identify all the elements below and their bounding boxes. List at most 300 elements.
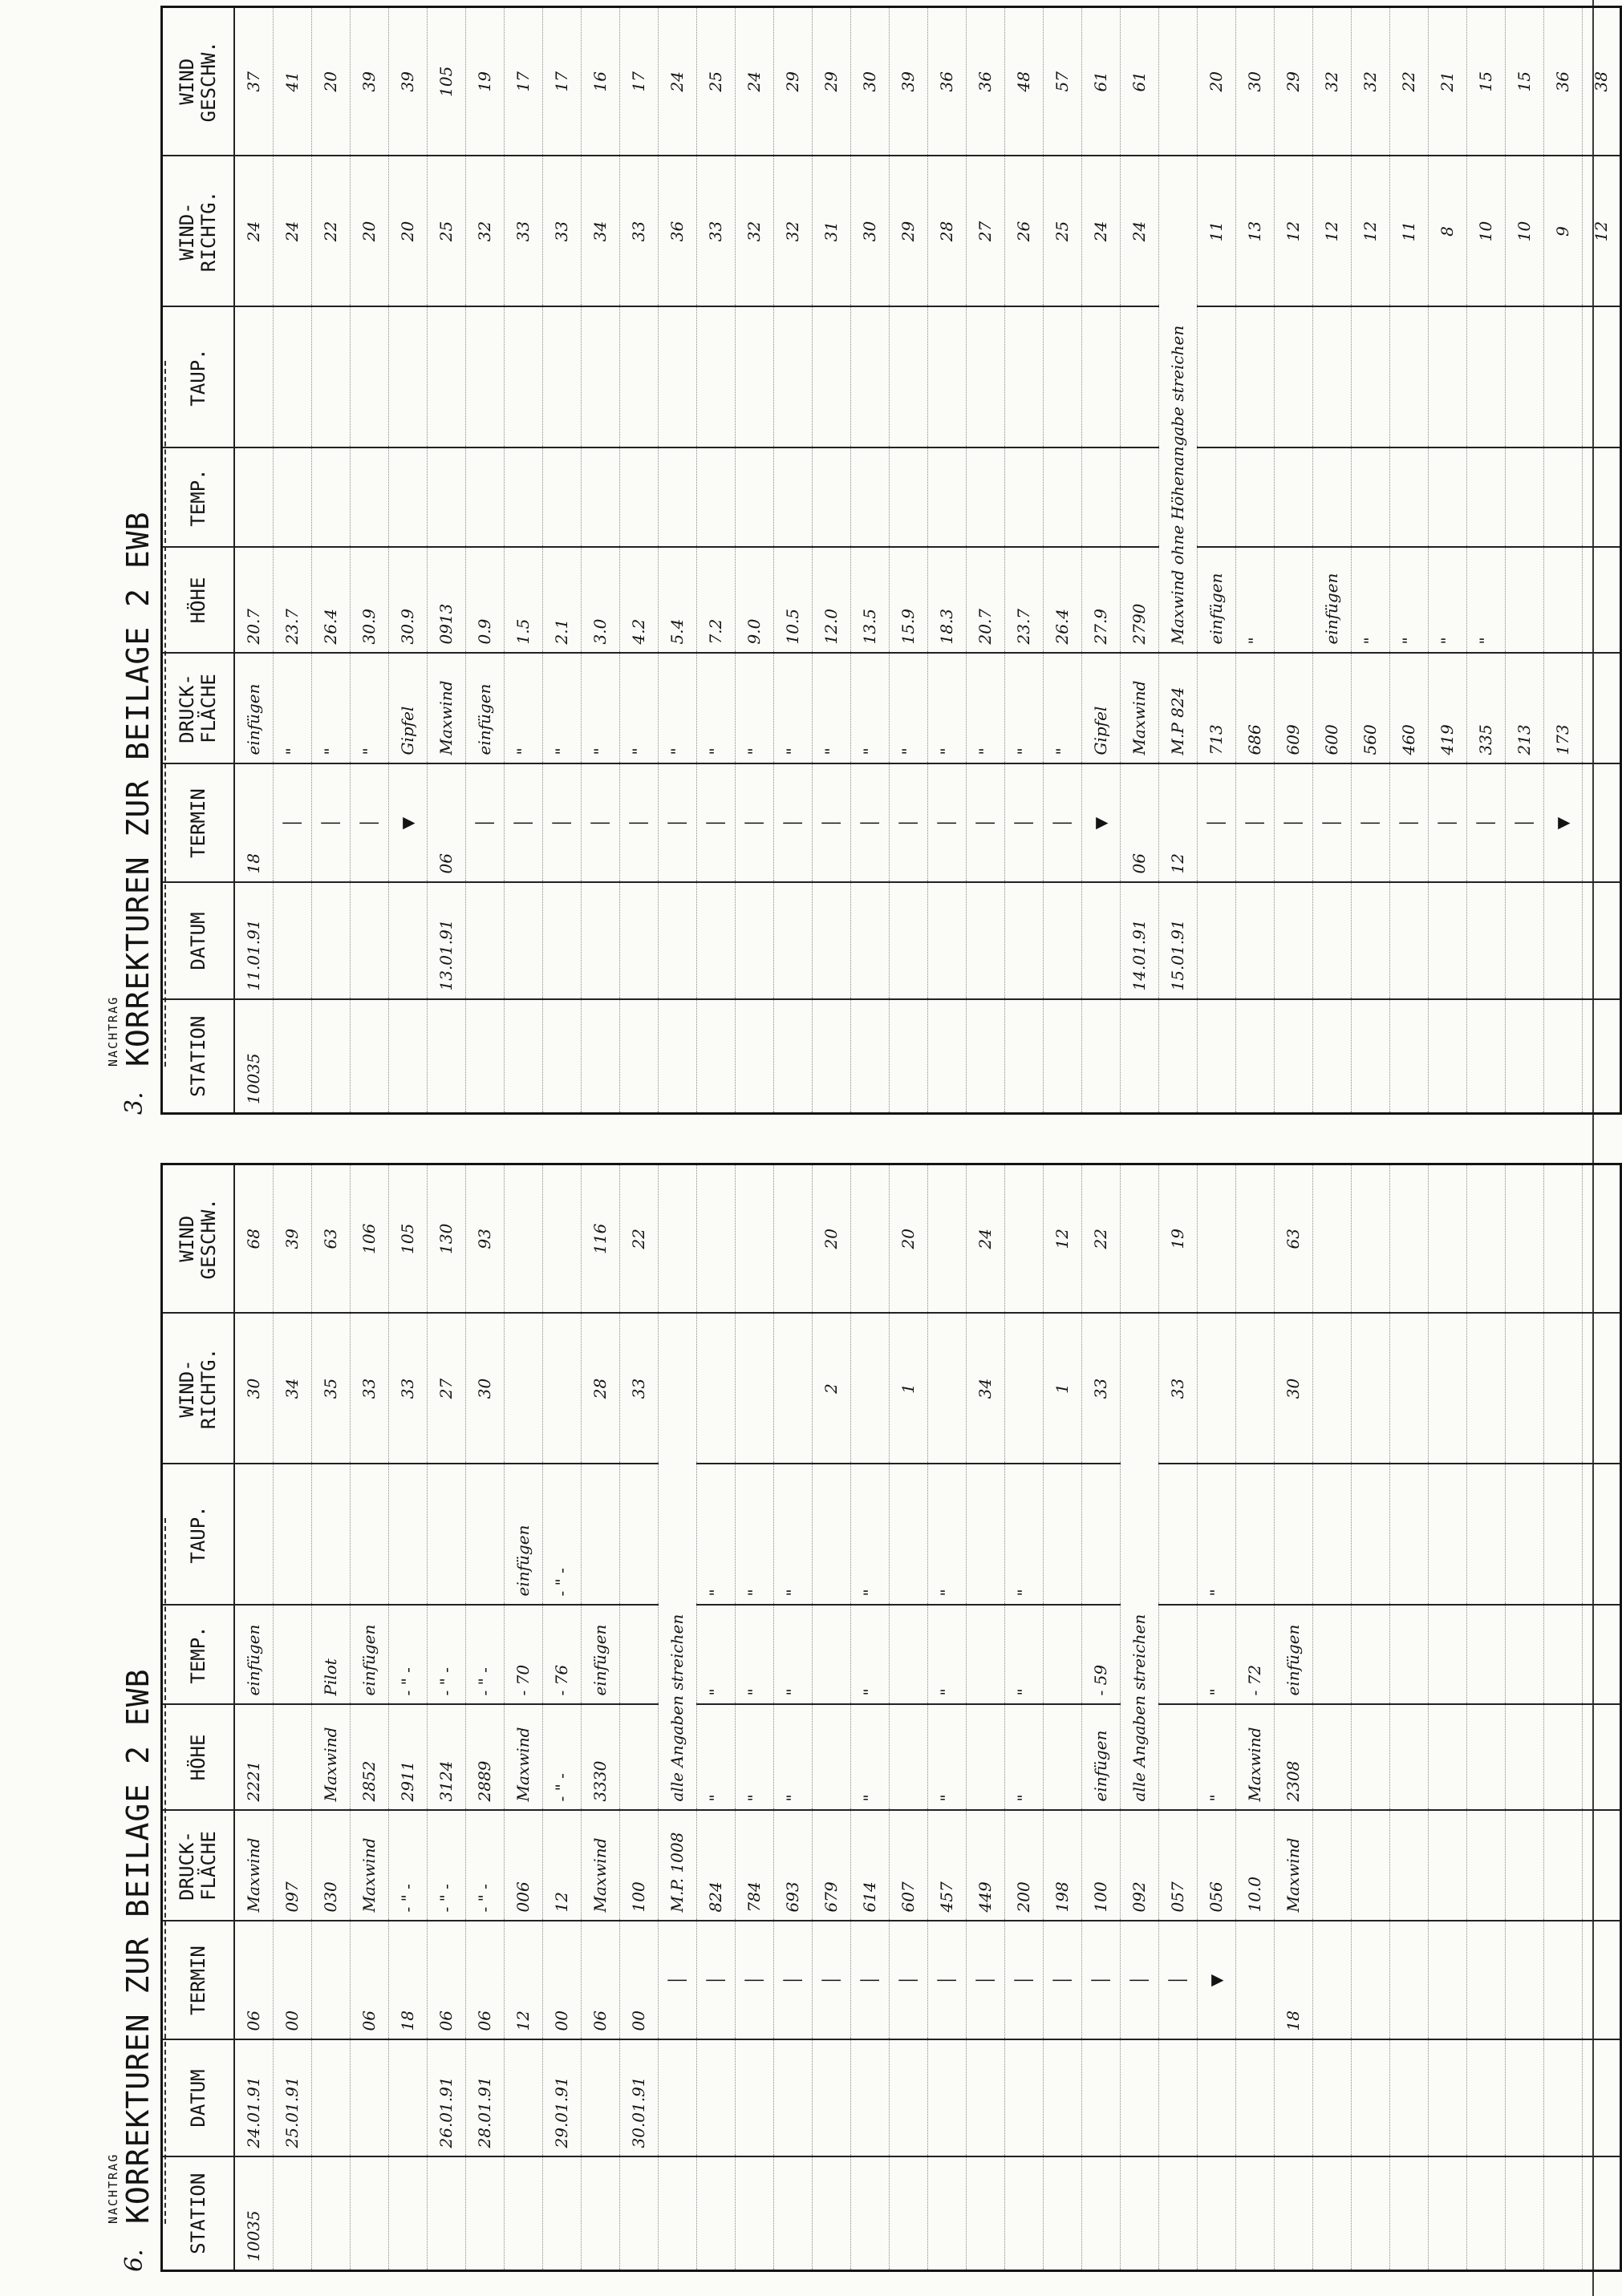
datum-cell <box>1004 2040 1043 2157</box>
druckflaeche-cell: 449 <box>966 1811 1004 1921</box>
datum-cell <box>1428 2040 1466 2157</box>
datum-cell <box>1197 883 1235 1000</box>
hoehe-cell <box>1505 548 1543 654</box>
datum-cell <box>1235 883 1274 1000</box>
druckflaeche-cell: " <box>504 654 542 764</box>
taup-cell <box>1274 307 1312 448</box>
taup-cell <box>1312 1464 1351 1606</box>
windgeschw-cell <box>1120 1164 1158 1314</box>
hoehe-cell: Maxwind ohne Höhenangabe streichen <box>1158 156 1197 654</box>
druckflaeche-cell: " <box>773 654 812 764</box>
druckflaeche-cell: 213 <box>1505 654 1543 764</box>
station-cell <box>1466 1000 1505 1114</box>
windgeschw-cell: 29 <box>773 7 812 156</box>
windgeschw-cell <box>1004 1164 1043 1314</box>
windrichtung-cell: 33 <box>504 156 542 307</box>
hoehe-cell <box>889 1705 927 1811</box>
druckflaeche-cell: 457 <box>927 1811 966 1921</box>
termin-cell: │ <box>735 1921 773 2040</box>
windrichtung-cell: 1 <box>889 1314 927 1464</box>
windgeschw-cell: 30 <box>1235 7 1274 156</box>
taup-cell <box>1274 1464 1312 1606</box>
column-header-temp: TEMP. <box>162 1606 235 1705</box>
station-cell <box>735 1000 773 1114</box>
datum-cell: 28.01.91 <box>465 2040 504 2157</box>
hoehe-cell <box>1043 1705 1081 1811</box>
windgeschw-cell: 17 <box>504 7 542 156</box>
taup-cell <box>542 307 581 448</box>
windrichtung-cell: 30 <box>234 1314 273 1464</box>
termin-cell: │ <box>1466 764 1505 883</box>
termin-cell: │ <box>696 1921 735 2040</box>
station-cell <box>812 2157 850 2271</box>
sheet-number: 3. <box>120 1091 148 1115</box>
temp-cell <box>1197 448 1235 548</box>
table-row <box>1235 7 1274 1114</box>
windgeschw-cell: 22 <box>1389 7 1428 156</box>
druckflaeche-cell: " <box>927 654 966 764</box>
temp-cell <box>1312 1606 1351 1705</box>
temp-cell: " <box>1004 1606 1043 1705</box>
druckflaeche-cell <box>1428 1811 1466 1921</box>
temp-cell <box>581 448 619 548</box>
hoehe-cell: " <box>1197 1705 1235 1811</box>
taup-cell <box>1312 307 1351 448</box>
windgeschw-cell: 130 <box>427 1164 465 1314</box>
windrichtung-cell: 34 <box>966 1314 1004 1464</box>
termin-cell: │ <box>581 764 619 883</box>
windgeschw-cell: 32 <box>1312 7 1351 156</box>
temp-cell <box>773 448 812 548</box>
druckflaeche-cell: 006 <box>504 1811 542 1921</box>
termin-cell: 18 <box>234 764 273 883</box>
datum-cell <box>1351 2040 1389 2157</box>
temp-cell <box>1081 448 1120 548</box>
windgeschw-cell: 68 <box>234 1164 273 1314</box>
windgeschw-cell <box>1158 7 1197 156</box>
windrichtung-cell: 27 <box>966 156 1004 307</box>
druckflaeche-cell: Maxwind <box>581 1811 619 1921</box>
windgeschw-cell: 20 <box>311 7 350 156</box>
table-row <box>1543 1164 1582 2271</box>
druckflaeche-cell: - " - <box>427 1811 465 1921</box>
termin-cell: ▼ <box>1543 764 1582 883</box>
hoehe-cell: alle Angaben streichen <box>658 1314 696 1811</box>
taup-cell <box>619 307 658 448</box>
datum-cell <box>1004 883 1043 1000</box>
windgeschw-cell: 39 <box>273 1164 311 1314</box>
termin-cell: │ <box>812 764 850 883</box>
temp-cell <box>812 1606 850 1705</box>
termin-cell: │ <box>1274 764 1312 883</box>
windgeschw-cell: 20 <box>889 1164 927 1314</box>
taup-cell <box>773 307 812 448</box>
temp-cell: - " - <box>388 1606 427 1705</box>
druckflaeche-cell: 686 <box>1235 654 1274 764</box>
windrichtung-cell: 25 <box>427 156 465 307</box>
station-cell <box>273 2157 311 2271</box>
windrichtung-cell: 12 <box>1351 156 1389 307</box>
windgeschw-cell: 61 <box>1120 7 1158 156</box>
table-row <box>658 1164 696 2271</box>
druckflaeche-cell: Maxwind <box>1120 654 1158 764</box>
datum-cell <box>1505 883 1543 1000</box>
druckflaeche-cell: Gipfel <box>388 654 427 764</box>
hoehe-cell: einfügen <box>1197 548 1235 654</box>
table-row <box>850 7 889 1114</box>
temp-cell: einfügen <box>234 1606 273 1705</box>
temp-cell <box>1582 448 1620 548</box>
druckflaeche-cell: 056 <box>1197 1811 1235 1921</box>
taup-cell <box>350 1464 388 1606</box>
taup-cell <box>1505 307 1543 448</box>
table-row <box>388 1164 427 2271</box>
windrichtung-cell: 27 <box>427 1314 465 1464</box>
temp-cell: " <box>927 1606 966 1705</box>
taup-cell: " <box>927 1464 966 1606</box>
windrichtung-cell <box>850 1314 889 1464</box>
taup-cell <box>889 1464 927 1606</box>
taup-cell <box>1081 1464 1120 1606</box>
windrichtung-cell: 1 <box>1043 1314 1081 1464</box>
termin-cell: │ <box>1158 1921 1197 2040</box>
termin-cell: │ <box>927 764 966 883</box>
temp-cell <box>234 448 273 548</box>
hoehe-cell <box>1274 548 1312 654</box>
datum-cell <box>1312 2040 1351 2157</box>
station-cell <box>773 1000 812 1114</box>
windrichtung-cell: 33 <box>542 156 581 307</box>
windrichtung-cell: 35 <box>311 1314 350 1464</box>
station-cell <box>1543 1000 1582 1114</box>
station-cell <box>581 2157 619 2271</box>
table-row <box>927 7 966 1114</box>
windrichtung-cell: 24 <box>234 156 273 307</box>
hoehe-cell <box>966 1705 1004 1811</box>
druckflaeche-cell: einfügen <box>234 654 273 764</box>
table-row <box>1120 1164 1158 2271</box>
windrichtung-cell: 12 <box>1582 156 1620 307</box>
termin-cell <box>1466 1921 1505 2040</box>
table-row <box>1004 1164 1043 2271</box>
table-row <box>504 1164 542 2271</box>
termin-cell: │ <box>889 1921 927 2040</box>
druckflaeche-cell: 057 <box>1158 1811 1197 1921</box>
druckflaeche-cell: " <box>850 654 889 764</box>
datum-cell <box>619 883 658 1000</box>
windrichtung-cell: 30 <box>1274 1314 1312 1464</box>
windgeschw-cell: 116 <box>581 1164 619 1314</box>
windgeschw-cell: 37 <box>234 7 273 156</box>
windrichtung-cell: 34 <box>273 1314 311 1464</box>
table-row <box>427 7 465 1114</box>
termin-cell: │ <box>735 764 773 883</box>
druckflaeche-cell: 12 <box>542 1811 581 1921</box>
druckflaeche-cell: 560 <box>1351 654 1389 764</box>
station-cell <box>619 2157 658 2271</box>
datum-cell: 26.01.91 <box>427 2040 465 2157</box>
termin-cell <box>1235 1921 1274 2040</box>
hoehe-cell: " <box>773 1705 812 1811</box>
station-cell <box>735 2157 773 2271</box>
column-header-datum: DATUM <box>162 883 235 1000</box>
windrichtung-cell: 12 <box>1274 156 1312 307</box>
station-cell <box>1274 1000 1312 1114</box>
temp-cell <box>388 448 427 548</box>
hoehe-cell <box>1389 1705 1428 1811</box>
windgeschw-cell <box>1466 1164 1505 1314</box>
hoehe-cell: alle Angaben streichen <box>1120 1314 1158 1811</box>
station-cell <box>658 2157 696 2271</box>
windrichtung-cell: 28 <box>927 156 966 307</box>
table-row <box>1274 7 1312 1114</box>
taup-cell <box>1428 307 1466 448</box>
termin-cell: │ <box>1120 1921 1158 2040</box>
windrichtung-cell: 36 <box>658 156 696 307</box>
hoehe-cell: 23.7 <box>1004 548 1043 654</box>
druckflaeche-cell: einfügen <box>465 654 504 764</box>
termin-cell: │ <box>850 1921 889 2040</box>
temp-cell <box>1505 1606 1543 1705</box>
station-cell <box>889 2157 927 2271</box>
windrichtung-cell: 24 <box>273 156 311 307</box>
datum-cell <box>658 2040 696 2157</box>
temp-cell <box>1120 448 1158 548</box>
druckflaeche-cell: " <box>1043 654 1081 764</box>
windrichtung-cell: 11 <box>1197 156 1235 307</box>
datum-cell <box>1389 2040 1428 2157</box>
table-row <box>465 1164 504 2271</box>
druckflaeche-cell: 097 <box>273 1811 311 1921</box>
taup-cell <box>1120 307 1158 448</box>
hoehe-cell <box>619 1705 658 1811</box>
hoehe-cell <box>1505 1705 1543 1811</box>
taup-cell <box>581 1464 619 1606</box>
column-header-datum: DATUM <box>162 2040 235 2157</box>
temp-cell <box>1466 448 1505 548</box>
druckflaeche-cell: 092 <box>1120 1811 1158 1921</box>
station-cell <box>350 1000 388 1114</box>
table-row <box>1389 7 1428 1114</box>
temp-cell: " <box>696 1606 735 1705</box>
windrichtung-cell: 28 <box>581 1314 619 1464</box>
windgeschw-cell: 36 <box>1543 7 1582 156</box>
column-header-windgeschw: WIND GESCHW. <box>162 1164 235 1314</box>
windgeschw-cell <box>850 1164 889 1314</box>
table-row <box>696 7 735 1114</box>
druckflaeche-cell: 609 <box>1274 654 1312 764</box>
station-cell <box>966 1000 1004 1114</box>
windrichtung-cell: 8 <box>1428 156 1466 307</box>
station-cell <box>812 1000 850 1114</box>
taup-cell <box>388 1464 427 1606</box>
temp-cell <box>273 1606 311 1705</box>
termin-cell: 06 <box>465 1921 504 2040</box>
windrichtung-cell <box>1389 1314 1428 1464</box>
temp-cell <box>1389 448 1428 548</box>
hoehe-cell: " <box>1004 1705 1043 1811</box>
windrichtung-cell <box>1466 1314 1505 1464</box>
table-row <box>658 7 696 1114</box>
datum-cell <box>658 883 696 1000</box>
table-row <box>388 7 427 1114</box>
taup-cell <box>1582 1464 1620 1606</box>
hoehe-cell: - " - <box>542 1705 581 1811</box>
station-cell <box>773 2157 812 2271</box>
taup-cell <box>966 307 1004 448</box>
termin-cell <box>1505 1921 1543 2040</box>
table-row <box>735 1164 773 2271</box>
windrichtung-cell <box>1197 1314 1235 1464</box>
windgeschw-cell: 17 <box>542 7 581 156</box>
hoehe-cell: 5.4 <box>658 548 696 654</box>
termin-cell: │ <box>773 1921 812 2040</box>
table-row <box>1120 7 1158 1114</box>
datum-cell: 29.01.91 <box>542 2040 581 2157</box>
datum-cell <box>1043 883 1081 1000</box>
taup-cell <box>273 1464 311 1606</box>
hoehe-cell: Maxwind <box>311 1705 350 1811</box>
hoehe-cell <box>1543 548 1582 654</box>
termin-cell <box>1582 1921 1620 2040</box>
windgeschw-cell: 38 <box>1582 7 1620 156</box>
hoehe-cell: 2911 <box>388 1705 427 1811</box>
hoehe-cell: 3330 <box>581 1705 619 1811</box>
termin-cell: │ <box>1004 764 1043 883</box>
station-cell <box>889 1000 927 1114</box>
column-header-hoehe: HÖHE <box>162 548 235 654</box>
temp-cell: - 76 <box>542 1606 581 1705</box>
temp-cell <box>1505 448 1543 548</box>
datum-cell <box>581 2040 619 2157</box>
table-row <box>1428 1164 1466 2271</box>
hoehe-cell: 3124 <box>427 1705 465 1811</box>
temp-cell: " <box>850 1606 889 1705</box>
taup-cell <box>812 307 850 448</box>
station-cell <box>350 2157 388 2271</box>
column-header-taup: TAUP. <box>162 307 235 448</box>
hoehe-cell: 18.3 <box>927 548 966 654</box>
termin-cell: │ <box>889 764 927 883</box>
station-cell <box>1081 1000 1120 1114</box>
datum-cell <box>1466 883 1505 1000</box>
druckflaeche-cell: 693 <box>773 1811 812 1921</box>
druckflaeche-cell: - " - <box>465 1811 504 1921</box>
taup-cell <box>1235 307 1274 448</box>
station-cell <box>427 1000 465 1114</box>
windgeschw-cell: 36 <box>966 7 1004 156</box>
termin-cell: 18 <box>1274 1921 1312 2040</box>
windrichtung-cell <box>1235 1314 1274 1464</box>
windrichtung-cell: 32 <box>773 156 812 307</box>
hoehe-cell: 2308 <box>1274 1705 1312 1811</box>
taup-cell <box>927 307 966 448</box>
temp-cell <box>1582 1606 1620 1705</box>
table-row <box>927 1164 966 2271</box>
station-cell <box>1158 1000 1197 1114</box>
druckflaeche-cell: 198 <box>1043 1811 1081 1921</box>
hoehe-cell: 2889 <box>465 1705 504 1811</box>
table-row <box>966 1164 1004 2271</box>
table-row <box>1197 7 1235 1114</box>
termin-cell: 00 <box>273 1921 311 2040</box>
taup-cell <box>1505 1464 1543 1606</box>
station-cell <box>1389 2157 1428 2271</box>
windrichtung-cell: 34 <box>581 156 619 307</box>
station-cell <box>388 1000 427 1114</box>
druckflaeche-cell: " <box>1004 654 1043 764</box>
windgeschw-cell: 39 <box>889 7 927 156</box>
windrichtung-cell: 12 <box>1312 156 1351 307</box>
windgeschw-cell: 15 <box>1505 7 1543 156</box>
windrichtung-cell: 10 <box>1466 156 1505 307</box>
hoehe-cell: Maxwind <box>504 1705 542 1811</box>
hoehe-cell: 20.7 <box>966 548 1004 654</box>
druckflaeche-cell: " <box>619 654 658 764</box>
table-row <box>1197 1164 1235 2271</box>
windgeschw-cell: 30 <box>850 7 889 156</box>
station-cell <box>966 2157 1004 2271</box>
windrichtung-cell <box>1428 1314 1466 1464</box>
termin-cell: │ <box>850 764 889 883</box>
windgeschw-cell: 17 <box>619 7 658 156</box>
station-cell <box>1582 2157 1620 2271</box>
datum-cell <box>889 883 927 1000</box>
termin-cell: │ <box>696 764 735 883</box>
column-header-druckflaeche: DRUCK- FLÄCHE <box>162 1811 235 1921</box>
table-row <box>350 7 388 1114</box>
windrichtung-cell: 33 <box>619 156 658 307</box>
datum-cell <box>388 2040 427 2157</box>
hoehe-cell <box>1582 1705 1620 1811</box>
windrichtung-cell <box>773 1314 812 1464</box>
hoehe-cell: 2852 <box>350 1705 388 1811</box>
taup-cell: " <box>735 1464 773 1606</box>
datum-cell <box>1081 883 1120 1000</box>
datum-cell <box>350 2040 388 2157</box>
table-row <box>1466 1164 1505 2271</box>
station-cell <box>1543 2157 1582 2271</box>
windrichtung-cell: 33 <box>350 1314 388 1464</box>
datum-cell <box>927 2040 966 2157</box>
datum-cell <box>1274 2040 1312 2157</box>
hoehe-cell: " <box>1466 548 1505 654</box>
datum-cell <box>696 883 735 1000</box>
windgeschw-cell: 24 <box>735 7 773 156</box>
table-row <box>542 7 581 1114</box>
windrichtung-cell: 33 <box>696 156 735 307</box>
datum-cell <box>927 883 966 1000</box>
taup-cell: " <box>850 1464 889 1606</box>
table-header-row <box>162 7 235 1114</box>
windrichtung-cell: 33 <box>1081 1314 1120 1464</box>
taup-cell: " <box>1197 1464 1235 1606</box>
druckflaeche-cell: 607 <box>889 1811 927 1921</box>
datum-cell <box>1582 2040 1620 2157</box>
datum-cell: 15.01.91 <box>1158 883 1197 1000</box>
table-row <box>1312 1164 1351 2271</box>
hoehe-cell: Maxwind <box>1235 1705 1274 1811</box>
druckflaeche-cell: - " - <box>388 1811 427 1921</box>
hoehe-cell: einfügen <box>1312 548 1351 654</box>
windgeschw-cell <box>1582 1164 1620 1314</box>
windgeschw-cell <box>1505 1164 1543 1314</box>
druckflaeche-cell: 784 <box>735 1811 773 1921</box>
station-cell <box>273 1000 311 1114</box>
station-cell <box>1235 2157 1274 2271</box>
station-cell <box>311 1000 350 1114</box>
datum-cell <box>1274 883 1312 1000</box>
